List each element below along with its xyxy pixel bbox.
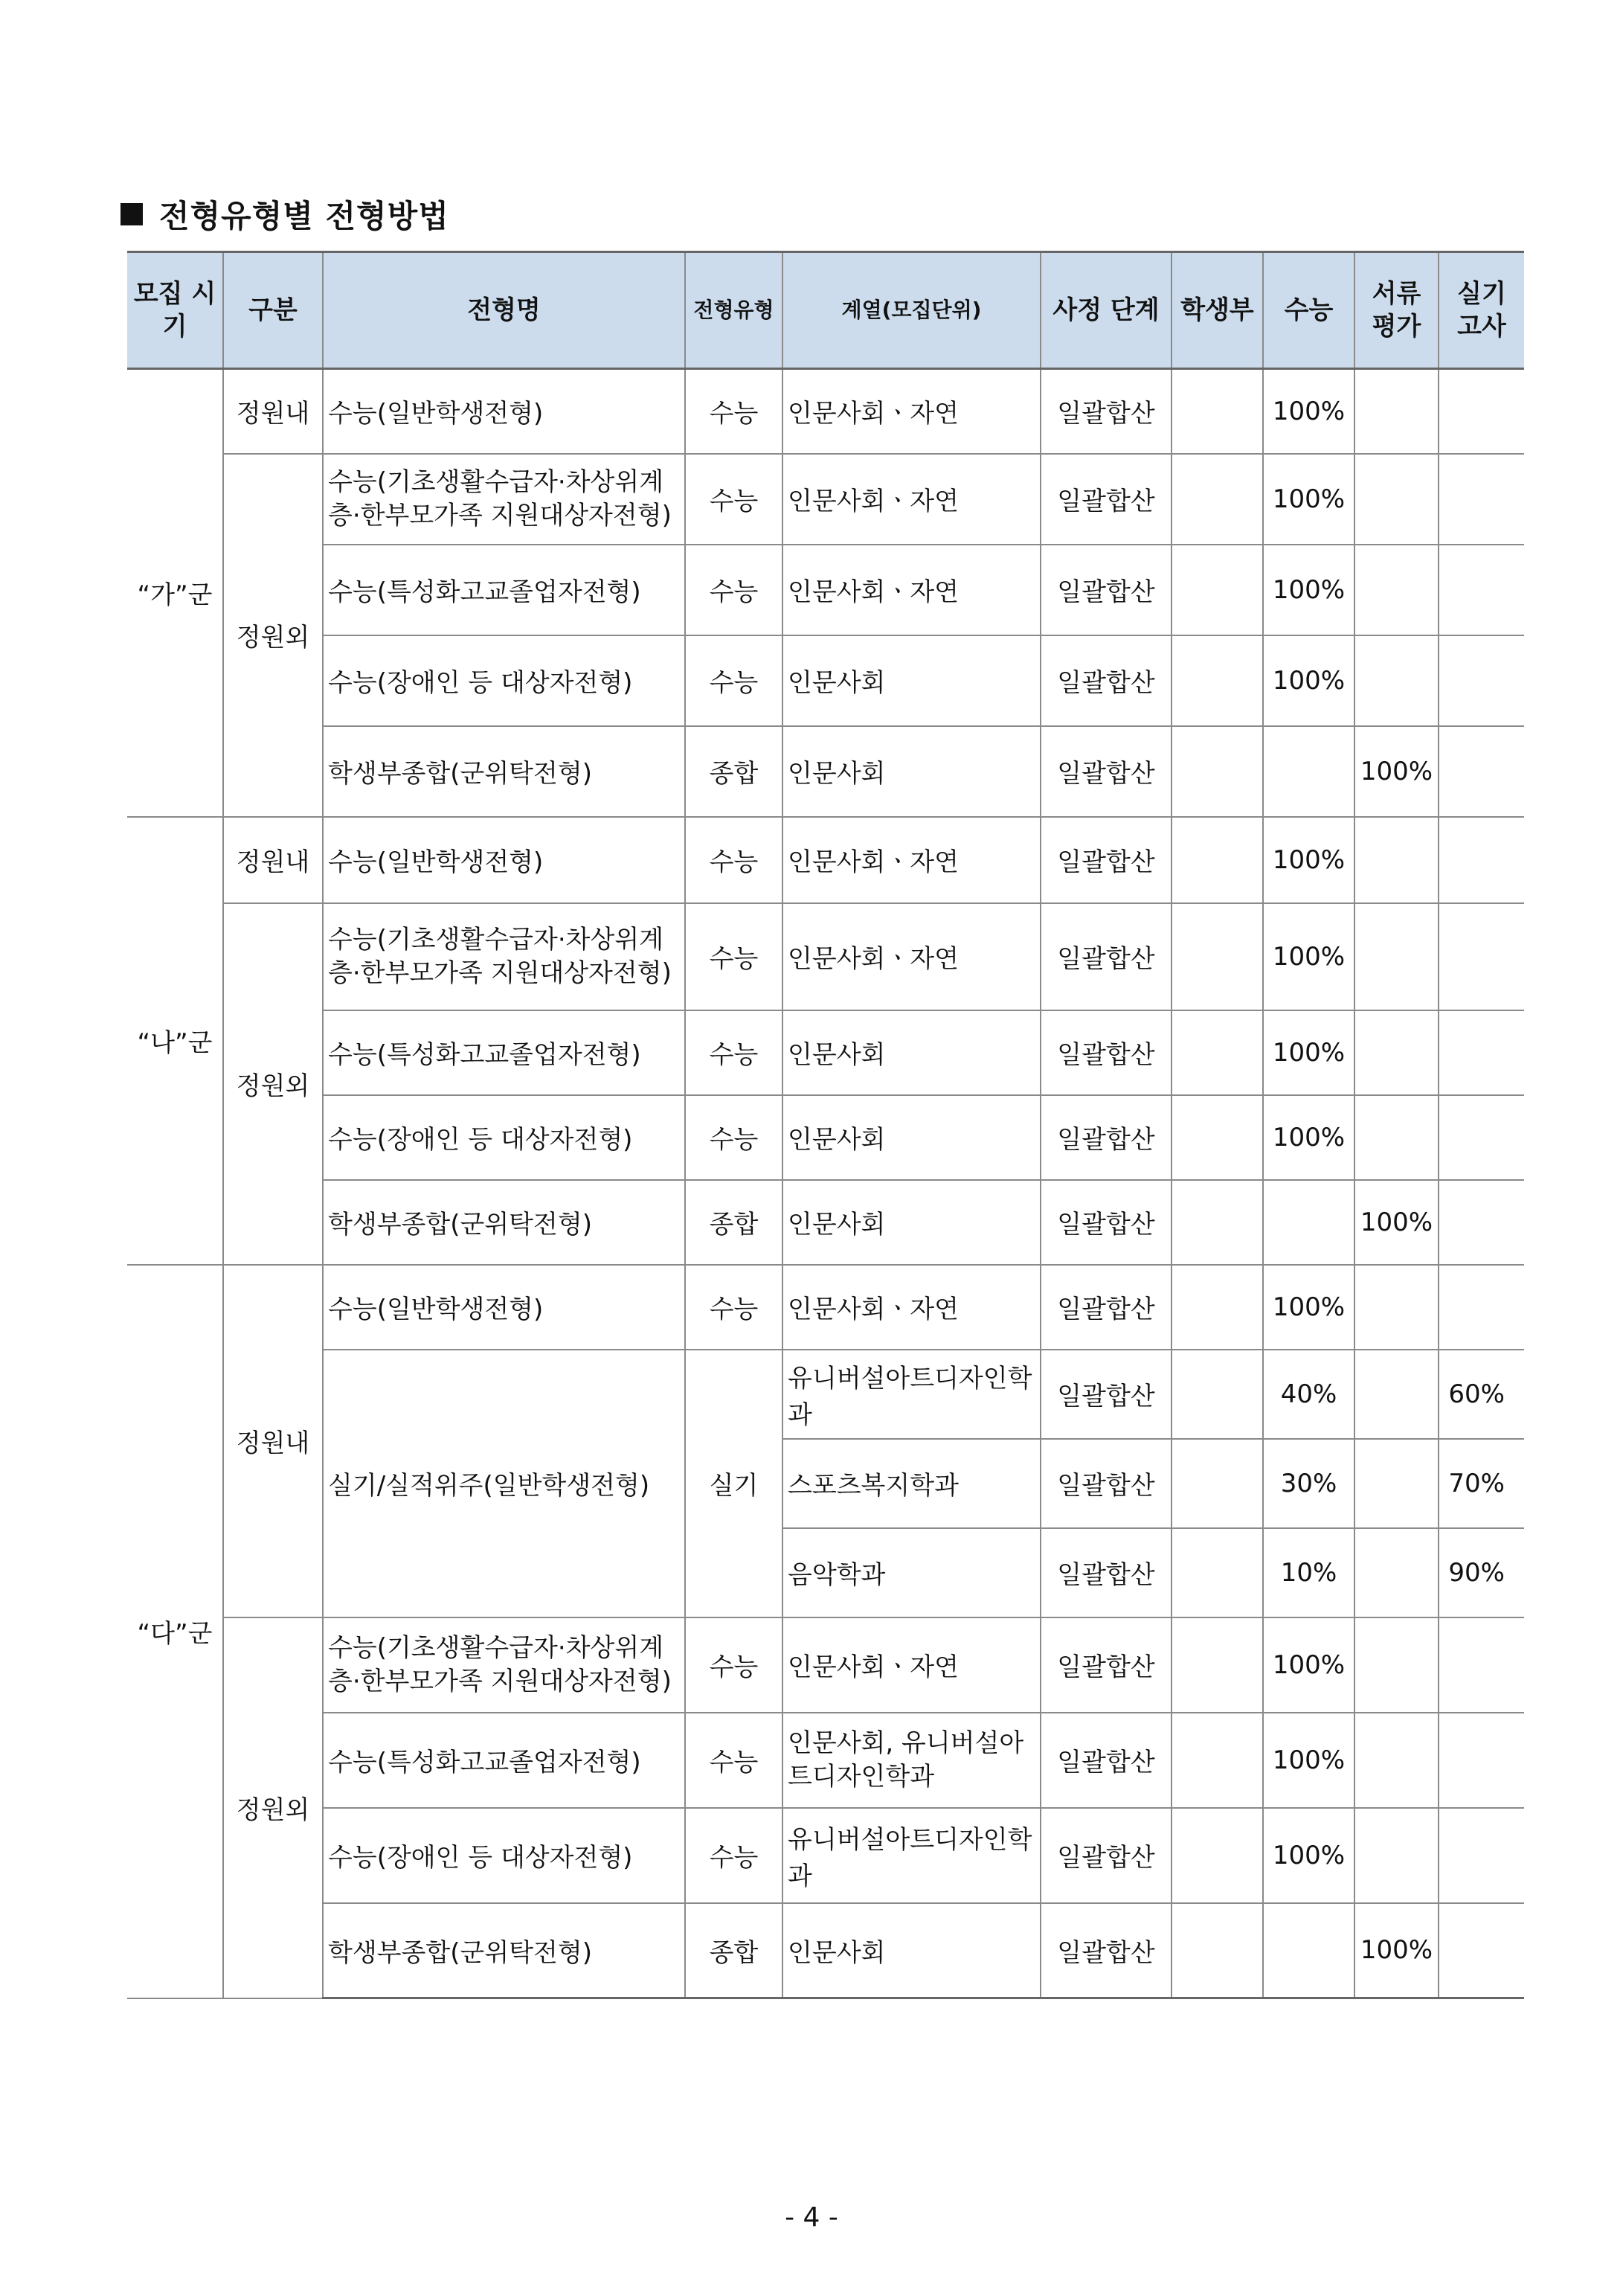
admission-name-cell: 수능(일반학생전형) — [323, 817, 685, 903]
school-record-cell — [1172, 1180, 1263, 1265]
document-eval-cell — [1354, 1808, 1439, 1903]
practical-exam-cell — [1439, 545, 1524, 635]
stage-cell: 일괄합산 — [1041, 545, 1172, 635]
csat-cell — [1263, 726, 1354, 817]
admission-name-cell: 수능(기초생활수급자·차상위계층·한부모가족 지원대상자전형) — [323, 1617, 685, 1713]
school-record-cell — [1172, 454, 1263, 545]
table-row — [127, 1010, 1524, 1095]
table-row — [127, 903, 1524, 1010]
table-row — [127, 1180, 1524, 1265]
category-cell: 정원내 — [223, 817, 323, 903]
table-row — [127, 454, 1524, 545]
document-eval-cell — [1354, 817, 1439, 903]
admission-type-cell: 수능 — [685, 454, 782, 545]
category-cell: 정원외 — [223, 454, 323, 817]
school-record-cell — [1172, 545, 1263, 635]
csat-cell: 100% — [1263, 1095, 1354, 1180]
admission-type-cell: 수능 — [685, 635, 782, 726]
csat-cell: 100% — [1263, 1010, 1354, 1095]
school-record-cell — [1172, 726, 1263, 817]
admission-type-cell: 수능 — [685, 1010, 782, 1095]
col-header-admission-name: 전형명 — [323, 252, 685, 369]
csat-cell: 30% — [1263, 1439, 1354, 1528]
col-header-admission-type: 전형유형 — [685, 252, 782, 369]
document-eval-cell — [1354, 1617, 1439, 1713]
csat-cell: 40% — [1263, 1350, 1354, 1439]
document-eval-cell — [1354, 635, 1439, 726]
admission-name-cell: 수능(장애인 등 대상자전형) — [323, 635, 685, 726]
school-record-cell — [1172, 1903, 1263, 1998]
group-cell: “다”군 — [127, 1265, 223, 1998]
admission-type-cell: 종합 — [685, 1903, 782, 1998]
field-cell: 인문사회ㆍ자연 — [782, 817, 1041, 903]
table-row — [127, 369, 1524, 454]
table-row — [127, 1350, 1524, 1439]
practical-exam-cell — [1439, 1180, 1524, 1265]
field-cell: 인문사회 — [782, 1095, 1041, 1180]
field-cell: 인문사회, 유니버설아트디자인학과 — [782, 1713, 1041, 1808]
admission-name-cell: 수능(일반학생전형) — [323, 369, 685, 454]
stage-cell: 일괄합산 — [1041, 726, 1172, 817]
table-row — [127, 1808, 1524, 1903]
csat-cell: 100% — [1263, 1713, 1354, 1808]
school-record-cell — [1172, 1713, 1263, 1808]
admission-type-cell: 수능 — [685, 369, 782, 454]
csat-cell: 100% — [1263, 1808, 1354, 1903]
col-header-csat: 수능 — [1263, 252, 1354, 369]
page-number: - 4 - — [785, 2202, 838, 2233]
document-eval-cell — [1354, 1265, 1439, 1350]
stage-cell: 일괄합산 — [1041, 1808, 1172, 1903]
col-header-recruit-period: 모집 시기 — [127, 252, 223, 369]
document-eval-cell — [1354, 1439, 1439, 1528]
section-heading — [120, 192, 449, 237]
document-eval-cell — [1354, 454, 1439, 545]
category-cell: 정원외 — [223, 903, 323, 1265]
practical-exam-cell: 60% — [1439, 1350, 1524, 1439]
stage-cell: 일괄합산 — [1041, 369, 1172, 454]
stage-cell: 일괄합산 — [1041, 903, 1172, 1010]
school-record-cell — [1172, 1617, 1263, 1713]
stage-cell: 일괄합산 — [1041, 635, 1172, 726]
admission-type-cell: 수능 — [685, 817, 782, 903]
admission-name-cell: 수능(기초생활수급자·차상위계층·한부모가족 지원대상자전형) — [323, 903, 685, 1010]
admission-name-cell: 실기/실적위주(일반학생전형) — [323, 1350, 685, 1617]
admission-name-cell: 수능(일반학생전형) — [323, 1265, 685, 1350]
field-cell: 음악학과 — [782, 1528, 1041, 1617]
csat-cell: 100% — [1263, 903, 1354, 1010]
practical-exam-cell — [1439, 454, 1524, 545]
admission-type-cell: 수능 — [685, 903, 782, 1010]
csat-cell: 100% — [1263, 635, 1354, 726]
school-record-cell — [1172, 903, 1263, 1010]
school-record-cell — [1172, 369, 1263, 454]
practical-exam-cell: 90% — [1439, 1528, 1524, 1617]
admission-name-cell: 수능(기초생활수급자·차상위계층·한부모가족 지원대상자전형) — [323, 454, 685, 545]
admission-type-cell: 종합 — [685, 726, 782, 817]
field-cell: 인문사회 — [782, 1180, 1041, 1265]
category-cell: 정원내 — [223, 1265, 323, 1617]
csat-cell: 10% — [1263, 1528, 1354, 1617]
table-row — [127, 545, 1524, 635]
document-eval-cell: 100% — [1354, 1903, 1439, 1998]
table-row — [127, 1265, 1524, 1350]
section-title: 전형유형별 전형방법 — [159, 198, 449, 234]
admission-type-cell: 수능 — [685, 545, 782, 635]
school-record-cell — [1172, 635, 1263, 726]
document-eval-cell — [1354, 1010, 1439, 1095]
field-cell: 인문사회 — [782, 1010, 1041, 1095]
admission-name-cell: 수능(장애인 등 대상자전형) — [323, 1095, 685, 1180]
school-record-cell — [1172, 1095, 1263, 1180]
table-row — [127, 1713, 1524, 1808]
field-cell: 인문사회ㆍ자연 — [782, 1265, 1041, 1350]
csat-cell: 100% — [1263, 1265, 1354, 1350]
practical-exam-cell — [1439, 903, 1524, 1010]
field-cell: 인문사회ㆍ자연 — [782, 1617, 1041, 1713]
col-header-field-unit: 계열(모집단위) — [782, 252, 1041, 369]
school-record-cell — [1172, 1265, 1263, 1350]
document-eval-cell — [1354, 369, 1439, 454]
field-cell: 인문사회ㆍ자연 — [782, 903, 1041, 1010]
admission-type-cell: 수능 — [685, 1265, 782, 1350]
table-row — [127, 726, 1524, 817]
practical-exam-cell — [1439, 369, 1524, 454]
practical-exam-cell — [1439, 1808, 1524, 1903]
stage-cell: 일괄합산 — [1041, 1010, 1172, 1095]
practical-exam-cell: 70% — [1439, 1439, 1524, 1528]
field-cell: 인문사회ㆍ자연 — [782, 545, 1041, 635]
category-cell: 정원내 — [223, 369, 323, 454]
stage-cell: 일괄합산 — [1041, 817, 1172, 903]
admission-type-cell: 수능 — [685, 1095, 782, 1180]
table-row — [127, 1095, 1524, 1180]
admission-name-cell: 수능(특성화고교졸업자전형) — [323, 1010, 685, 1095]
practical-exam-cell — [1439, 1095, 1524, 1180]
admission-name-cell: 수능(특성화고교졸업자전형) — [323, 1713, 685, 1808]
csat-cell: 100% — [1263, 454, 1354, 545]
field-cell: 인문사회ㆍ자연 — [782, 454, 1041, 545]
admission-method-table — [127, 251, 1524, 1999]
group-cell: “가”군 — [127, 369, 223, 817]
col-header-document-eval: 서류 평가 — [1354, 252, 1439, 369]
field-cell: 인문사회 — [782, 726, 1041, 817]
stage-cell: 일괄합산 — [1041, 1713, 1172, 1808]
document-eval-cell — [1354, 1350, 1439, 1439]
admission-name-cell: 학생부종합(군위탁전형) — [323, 726, 685, 817]
table-row — [127, 1903, 1524, 1998]
practical-exam-cell — [1439, 635, 1524, 726]
col-header-category: 구분 — [223, 252, 323, 369]
csat-cell: 100% — [1263, 1617, 1354, 1713]
document-eval-cell — [1354, 903, 1439, 1010]
csat-cell: 100% — [1263, 369, 1354, 454]
school-record-cell — [1172, 1808, 1263, 1903]
stage-cell: 일괄합산 — [1041, 1903, 1172, 1998]
table-row — [127, 817, 1524, 903]
square-bullet-icon — [120, 203, 143, 225]
group-cell: “나”군 — [127, 817, 223, 1265]
csat-cell — [1263, 1180, 1354, 1265]
admission-name-cell: 학생부종합(군위탁전형) — [323, 1180, 685, 1265]
practical-exam-cell — [1439, 1010, 1524, 1095]
stage-cell: 일괄합산 — [1041, 1350, 1172, 1439]
practical-exam-cell — [1439, 1617, 1524, 1713]
admission-type-cell: 수능 — [685, 1617, 782, 1713]
field-cell: 유니버설아트디자인학과 — [782, 1808, 1041, 1903]
category-cell: 정원외 — [223, 1617, 323, 1998]
admission-type-cell: 실기 — [685, 1350, 782, 1617]
stage-cell: 일괄합산 — [1041, 1528, 1172, 1617]
practical-exam-cell — [1439, 817, 1524, 903]
csat-cell: 100% — [1263, 817, 1354, 903]
practical-exam-cell — [1439, 1713, 1524, 1808]
practical-exam-cell — [1439, 726, 1524, 817]
document-eval-cell — [1354, 545, 1439, 635]
csat-cell: 100% — [1263, 545, 1354, 635]
field-cell: 스포츠복지학과 — [782, 1439, 1041, 1528]
stage-cell: 일괄합산 — [1041, 1617, 1172, 1713]
col-header-practical-exam: 실기 고사 — [1439, 252, 1524, 369]
admission-type-cell: 수능 — [685, 1713, 782, 1808]
header-row — [127, 252, 1524, 369]
document-eval-cell: 100% — [1354, 726, 1439, 817]
stage-cell: 일괄합산 — [1041, 1180, 1172, 1265]
document-eval-cell — [1354, 1095, 1439, 1180]
stage-cell: 일괄합산 — [1041, 454, 1172, 545]
admission-name-cell: 학생부종합(군위탁전형) — [323, 1903, 685, 1998]
field-cell: 인문사회 — [782, 635, 1041, 726]
stage-cell: 일괄합산 — [1041, 1095, 1172, 1180]
table-row — [127, 635, 1524, 726]
field-cell: 유니버설아트디자인학과 — [782, 1350, 1041, 1439]
csat-cell — [1263, 1903, 1354, 1998]
table-row — [127, 1617, 1524, 1713]
school-record-cell — [1172, 817, 1263, 903]
col-header-school-record: 학생부 — [1172, 252, 1263, 369]
document-eval-cell: 100% — [1354, 1180, 1439, 1265]
practical-exam-cell — [1439, 1903, 1524, 1998]
school-record-cell — [1172, 1350, 1263, 1439]
document-eval-cell — [1354, 1528, 1439, 1617]
admission-name-cell: 수능(장애인 등 대상자전형) — [323, 1808, 685, 1903]
admission-type-cell: 수능 — [685, 1808, 782, 1903]
field-cell: 인문사회ㆍ자연 — [782, 369, 1041, 454]
school-record-cell — [1172, 1528, 1263, 1617]
col-header-assessment-stage: 사정 단계 — [1041, 252, 1172, 369]
school-record-cell — [1172, 1439, 1263, 1528]
document-eval-cell — [1354, 1713, 1439, 1808]
field-cell: 인문사회 — [782, 1903, 1041, 1998]
admission-name-cell: 수능(특성화고교졸업자전형) — [323, 545, 685, 635]
stage-cell: 일괄합산 — [1041, 1265, 1172, 1350]
school-record-cell — [1172, 1010, 1263, 1095]
practical-exam-cell — [1439, 1265, 1524, 1350]
admission-type-cell: 종합 — [685, 1180, 782, 1265]
stage-cell: 일괄합산 — [1041, 1439, 1172, 1528]
